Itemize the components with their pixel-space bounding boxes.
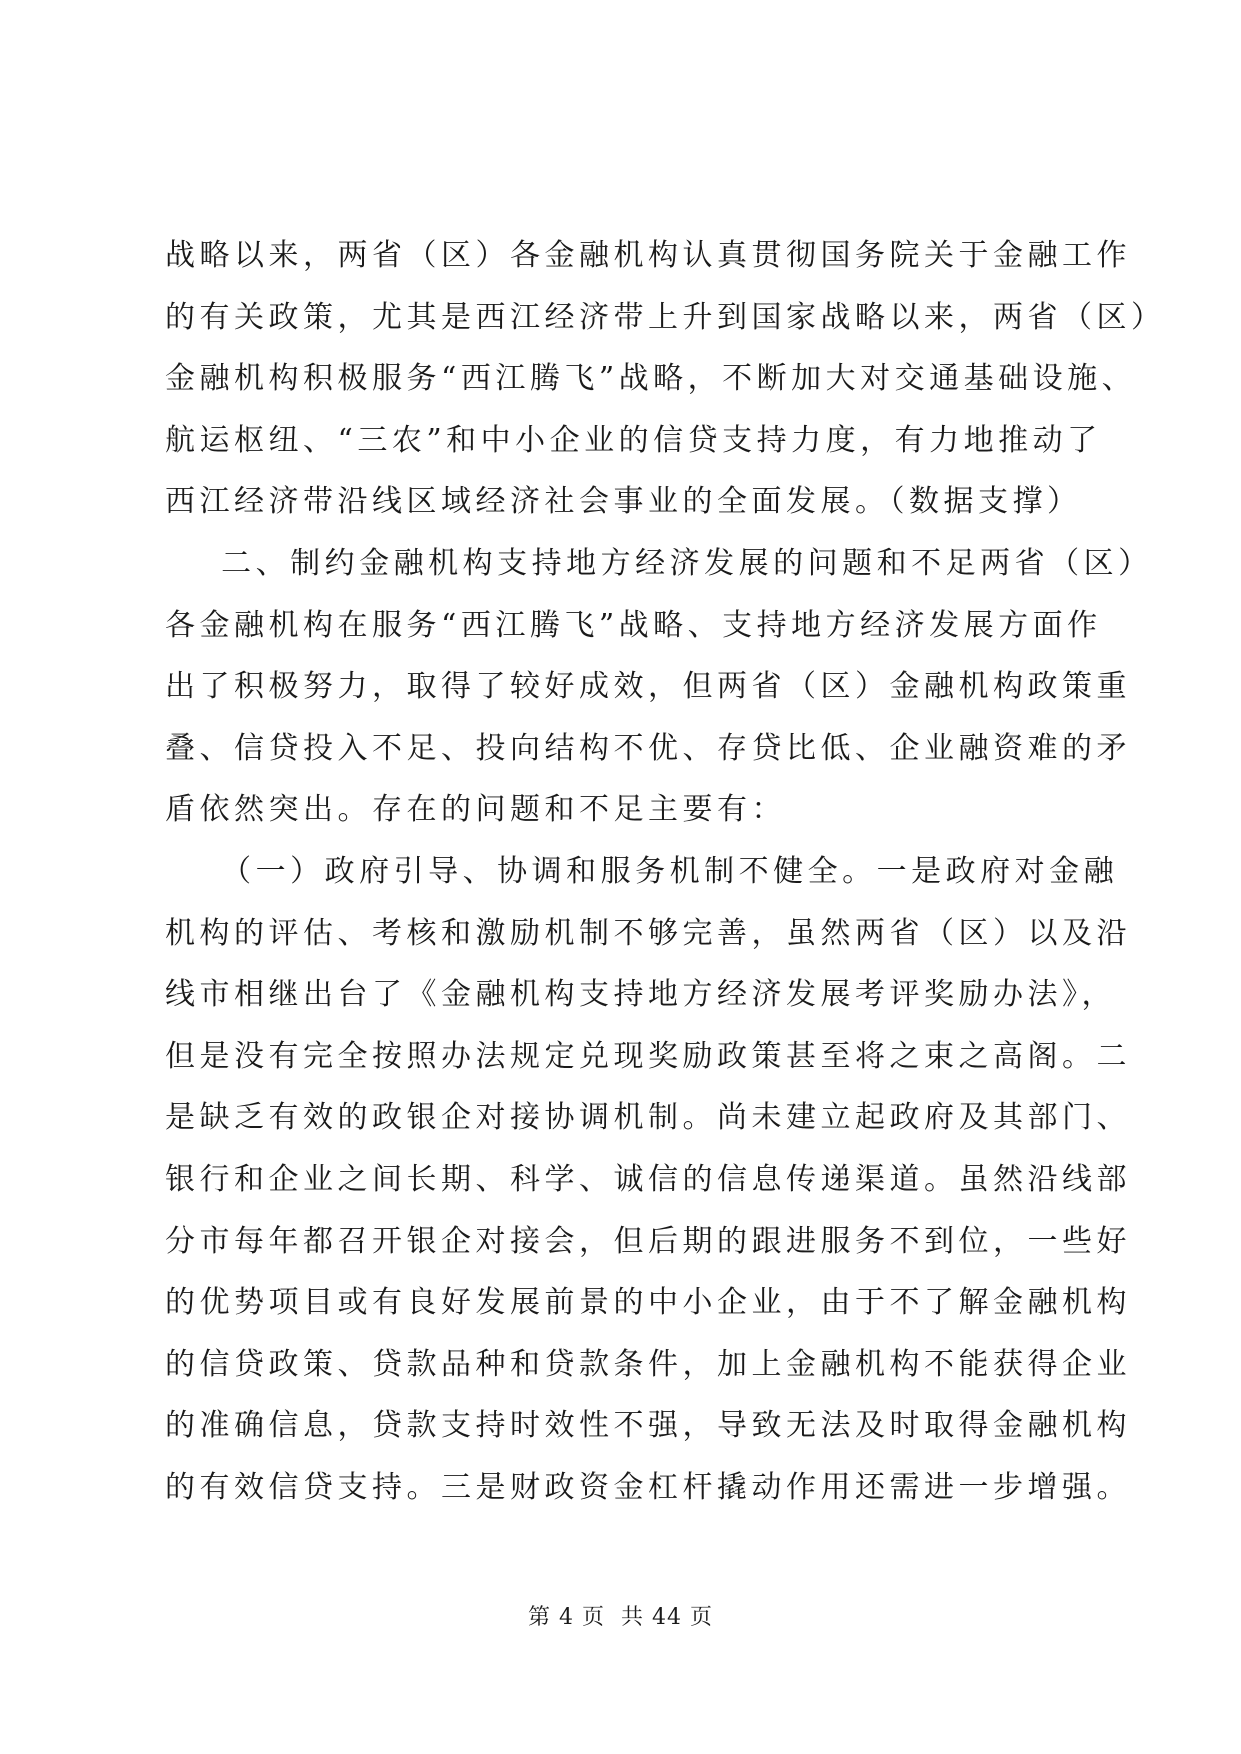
text-line: 盾依然突出。存在的问题和不足主要有： xyxy=(165,792,786,828)
text-line: 的有关政策，尤其是西江经济带上升到国家战略以来，两省（区） xyxy=(165,299,1166,335)
section-heading-line: 二、制约金融机构支持地方经济发展的问题和不足两省（区） xyxy=(165,545,1153,581)
text-line: 叠、信贷投入不足、投向结构不优、存贷比低、企业融资难的矛 xyxy=(165,730,1131,766)
subsection-heading-line: （一）政府引导、协调和服务机制不健全。一是政府对金融 xyxy=(165,853,1119,889)
text-line: 西江经济带沿线区域经济社会事业的全面发展。（数据支撑） xyxy=(165,484,1082,520)
text-line: 线市相继出台了《金融机构支持地方经济发展考评奖励办法》， xyxy=(165,977,1116,1013)
text-line: 出了积极努力，取得了较好成效，但两省（区）金融机构政策重 xyxy=(165,669,1131,705)
text-line: 机构的评估、考核和激励机制不够完善，虽然两省（区）以及沿 xyxy=(165,915,1131,951)
text-line: 是缺乏有效的政银企对接协调机制。尚未建立起政府及其部门、 xyxy=(165,1100,1131,1136)
text-line: 的信贷政策、贷款品种和贷款条件，加上金融机构不能获得企业 xyxy=(165,1346,1131,1382)
text-line: 的准确信息，贷款支持时效性不强，导致无法及时取得金融机构 xyxy=(165,1408,1131,1444)
page-number-footer: 第 4 页 共 44 页 xyxy=(528,1605,713,1630)
text-line: 分市每年都召开银企对接会，但后期的跟进服务不到位，一些好 xyxy=(165,1223,1131,1259)
text-line: 各金融机构在服务“西江腾飞”战略、支持地方经济发展方面作 xyxy=(165,607,1102,643)
text-line: 金融机构积极服务“西江腾飞”战略，不断加大对交通基础设施、 xyxy=(165,361,1137,397)
text-line: 战略以来，两省（区）各金融机构认真贯彻国务院关于金融工作 xyxy=(165,238,1131,273)
text-line: 的优势项目或有良好发展前景的中小企业，由于不了解金融机构 xyxy=(165,1285,1131,1321)
text-line: 但是没有完全按照办法规定兑现奖励政策甚至将之束之高阁。二 xyxy=(165,1038,1131,1074)
document-body xyxy=(165,225,1166,1518)
text-line: 航运枢纽、“三农”和中小企业的信贷支持力度，有力地推动了 xyxy=(165,422,1102,458)
text-line: 银行和企业之间长期、科学、诚信的信息传递渠道。虽然沿线部 xyxy=(165,1161,1131,1197)
text-line: 的有效信贷支持。三是财政资金杠杆撬动作用还需进一步增强。 xyxy=(165,1469,1131,1505)
